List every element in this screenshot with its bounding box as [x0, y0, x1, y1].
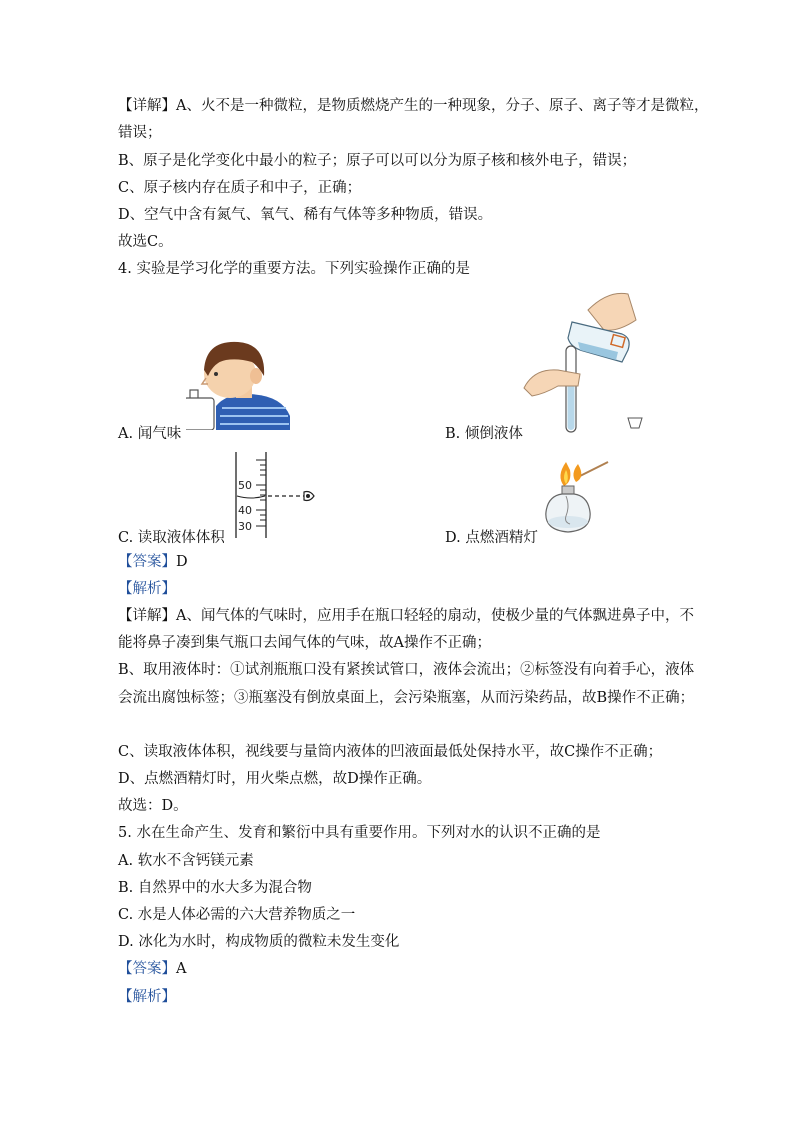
detail-tag: 【详解】: [118, 98, 176, 114]
q3-detail-line-3: B、原子是化学变化中最小的粒子；原子可以可以分为原子核和核外电子，错误；: [118, 153, 637, 169]
tick-label-40: 40: [238, 504, 252, 517]
q4-detail-line-4: 会流出腐蚀标签；③瓶塞没有倒放桌面上，会污染瓶塞，从而污染药品，故B操作不正确；: [118, 690, 695, 706]
q4-stem: 4. 实验是学习化学的重要方法。下列实验操作正确的是: [118, 261, 470, 277]
q4-option-c: C. 读取液体体积: [118, 530, 225, 546]
q5-option-c: C. 水是人体必需的六大营养物质之一: [118, 907, 356, 923]
q5-option-a: A. 软水不含钙镁元素: [118, 853, 254, 869]
q4-detail-line-2: 能将鼻子凑到集气瓶口去闻气体的气味，故A操作不正确；: [118, 635, 491, 651]
alcohol-lamp-figure: [536, 456, 626, 542]
cylinder-reading-figure: [228, 452, 318, 538]
q4-detail-line-5: C、读取液体体积，视线要与量筒内液体的凹液面最低处保持水平，故C操作不正确；: [118, 744, 663, 760]
answer-tag: 【答案】: [118, 961, 176, 977]
detail-tag: 【详解】: [118, 608, 176, 624]
q4-conclusion: 故选：D。: [118, 798, 188, 814]
q3-detail-line-5: D、空气中含有氮气、氧气、稀有气体等多种物质，错误。: [118, 207, 493, 223]
q4-answer: 【答案】D: [118, 554, 188, 570]
q5-option-b: B. 自然界中的水大多为混合物: [118, 880, 312, 896]
q4-detail-line-6: D、点燃酒精灯时，用火柴点燃，故D操作正确。: [118, 771, 432, 787]
smell-gas-figure: [186, 336, 296, 430]
answer-tag: 【答案】: [118, 554, 176, 570]
q5-option-d: D. 冰化为水时，构成物质的微粒未发生变化: [118, 934, 400, 950]
q4-detail-line-3: B、取用液体时：①试剂瓶瓶口没有紧挨试管口，液体会流出；②标签没有向着手心，液体: [118, 662, 695, 678]
q4-analysis-tag: 【解析】: [118, 581, 176, 597]
pour-liquid-figure: [518, 290, 648, 440]
q4-option-a: A. 闻气味: [118, 426, 182, 442]
q3-conclusion: 故选C。: [118, 234, 173, 250]
q4-option-b: B. 倾倒液体: [445, 426, 523, 442]
q5-answer: 【答案】A: [118, 961, 187, 977]
tick-label-50: 50: [238, 479, 252, 492]
q3-detail-line-4: C、原子核内存在质子和中子，正确；: [118, 180, 362, 196]
q4-detail-line-1: 【详解】A、闻气体的气味时，应用手在瓶口轻轻的扇动，使极少量的气体飘进鼻子中，不: [118, 608, 694, 624]
q5-stem: 5. 水在生命产生、发育和繁衍中具有重要作用。下列对水的认识不正确的是: [118, 825, 601, 841]
q4-option-d: D. 点燃酒精灯: [445, 530, 538, 546]
q3-detail-line-1: 【详解】A、火不是一种微粒，是物质燃烧产生的一种现象，分子、原子、离子等才是微粒，: [118, 98, 709, 114]
tick-label-30: 30: [238, 520, 252, 533]
q3-detail-line-2: 错误；: [118, 125, 162, 141]
q5-analysis-tag: 【解析】: [118, 989, 176, 1005]
